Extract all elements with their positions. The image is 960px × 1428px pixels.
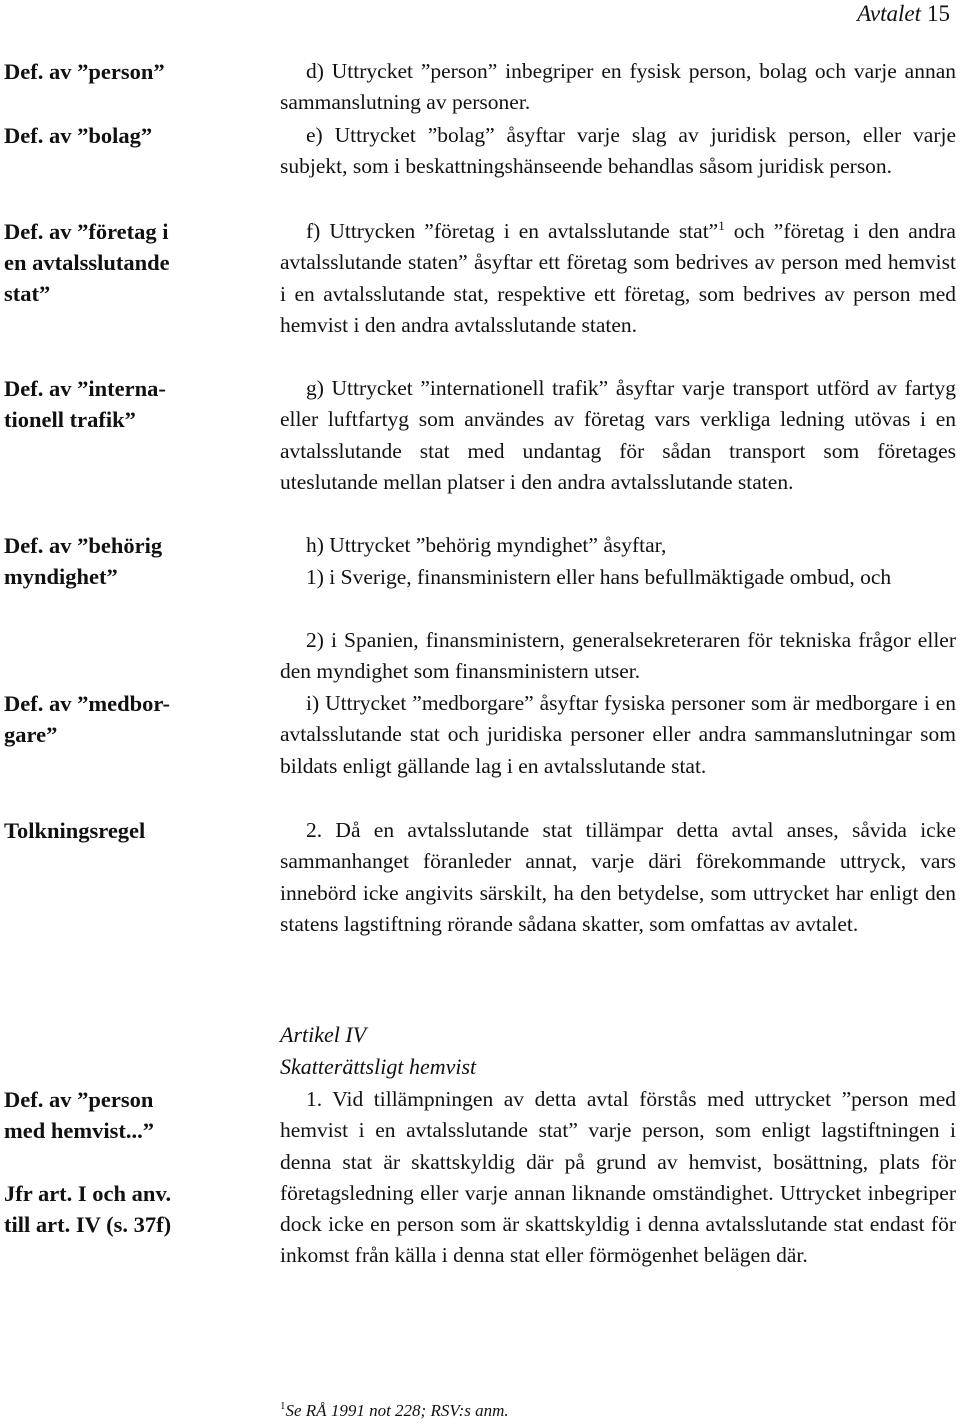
margin-note-person: Def. av ”person”	[4, 59, 165, 84]
paragraph-e: e) Uttrycket ”bolag” åsyftar varje slag av juridisk person, eller varje subjekt, som i beskattningshänseende behandlas såsom juridisk person.	[280, 123, 956, 179]
paragraph-f-lead: f) Uttrycken ”företag i en avtalsslutande stat”	[306, 219, 719, 243]
margin-note-bolag: Def. av ”bolag”	[4, 123, 153, 148]
paragraph-h: h) Uttrycket ”behörig myndighet” åsyftar,	[306, 533, 667, 557]
paragraph-f	[280, 216, 956, 341]
paragraph-h-2: 2) i Spanien, finansministern, generalsekreteraren för tekniska frågor eller den myndighet som finansministern utser.	[280, 628, 956, 684]
margin-note-behorig-myndighet: Def. av ”behörig myndighet”	[4, 533, 163, 589]
footnote-text: Se RÅ 1991 not 228; RSV:s anm.	[285, 1401, 509, 1420]
footnote-mark: 1	[280, 1400, 286, 1412]
footnote	[280, 1400, 509, 1422]
margin-note-person-med-hemvist: Def. av ”person med hemvist...”	[4, 1087, 154, 1143]
paragraph-g: g) Uttrycket ”internationell trafik” åsyftar varje transport utförd av fartyg eller luftfartyg som användes av företag vars verkliga ledning utövas i en avtalsslutande stat med undantag för sådan transport som företages uteslutande mellan platser i den andra avtalsslutande staten.	[280, 376, 956, 494]
page-header	[857, 0, 950, 28]
margin-note-tolkningsregel: Tolkningsregel	[4, 818, 146, 843]
paragraph-f-rest: och ”företag i den andra avtalsslutande staten” åsyftar ett företag som bedrives av person med hemvist i en avtalsslutande stat, respektive ett företag, som bedrives av person med hemvist i den andra avtalsslutande staten.	[280, 219, 956, 337]
margin-note-cross-reference: Jfr art. I och anv. till art. IV (s. 37f)	[4, 1181, 172, 1237]
footnote-reference: 1	[718, 218, 725, 233]
paragraph-d: d) Uttrycket ”person” inbegriper en fysisk person, bolag och varje annan sammanslutning av personer.	[280, 59, 956, 115]
paragraph-i: i) Uttrycket ”medborgare” åsyftar fysiska personer som är medborgare i en avtalsslutande stat och juridiska personer eller andra sammanslutningar som bildats enligt gällande lag i en avtalsslutande stat.	[280, 691, 956, 778]
paragraph-2: 2. Då en avtalsslutande stat tillämpar detta avtal anses, såvida icke sammanhanget föranleder annat, varje däri förekommande uttryck, vars innebörd icke angivits särskilt, ha den betydelse, som uttrycket har enligt den statens lagstiftning rörande sådana skatter, som omfattas av avtalet.	[280, 818, 956, 936]
page-number: 15	[927, 1, 950, 26]
paragraph-h-1: 1) i Sverige, finansministern eller hans befullmäktigade ombud, och	[306, 565, 892, 589]
margin-note-internationell-trafik: Def. av ”interna- tionell trafik”	[4, 376, 166, 432]
running-title: Avtalet	[857, 1, 921, 26]
article-4-paragraph-1: 1. Vid tillämpningen av detta avtal förstås med uttrycket ”person med hemvist i en avtalsslutande stat” varje person, som enligt lagstiftningen i denna stat är skattskyldig där på grund av hemvist, bosättning, plats för företagsledning eller varje annan liknande omständighet. Uttrycket inbegriper dock icke en person som är skattskyldig i denna avtalsslutande stat endast för inkomst från källa i denna stat eller förmögenhet belägen där.	[280, 1087, 956, 1268]
article-subtitle: Skatterättsligt hemvist	[280, 1054, 477, 1079]
article-title: Artikel IV	[280, 1022, 367, 1047]
margin-note-medborgare: Def. av ”medbor- gare”	[4, 691, 171, 747]
margin-note-foretag: Def. av ”företag i en avtalsslutande stat”	[4, 219, 170, 306]
